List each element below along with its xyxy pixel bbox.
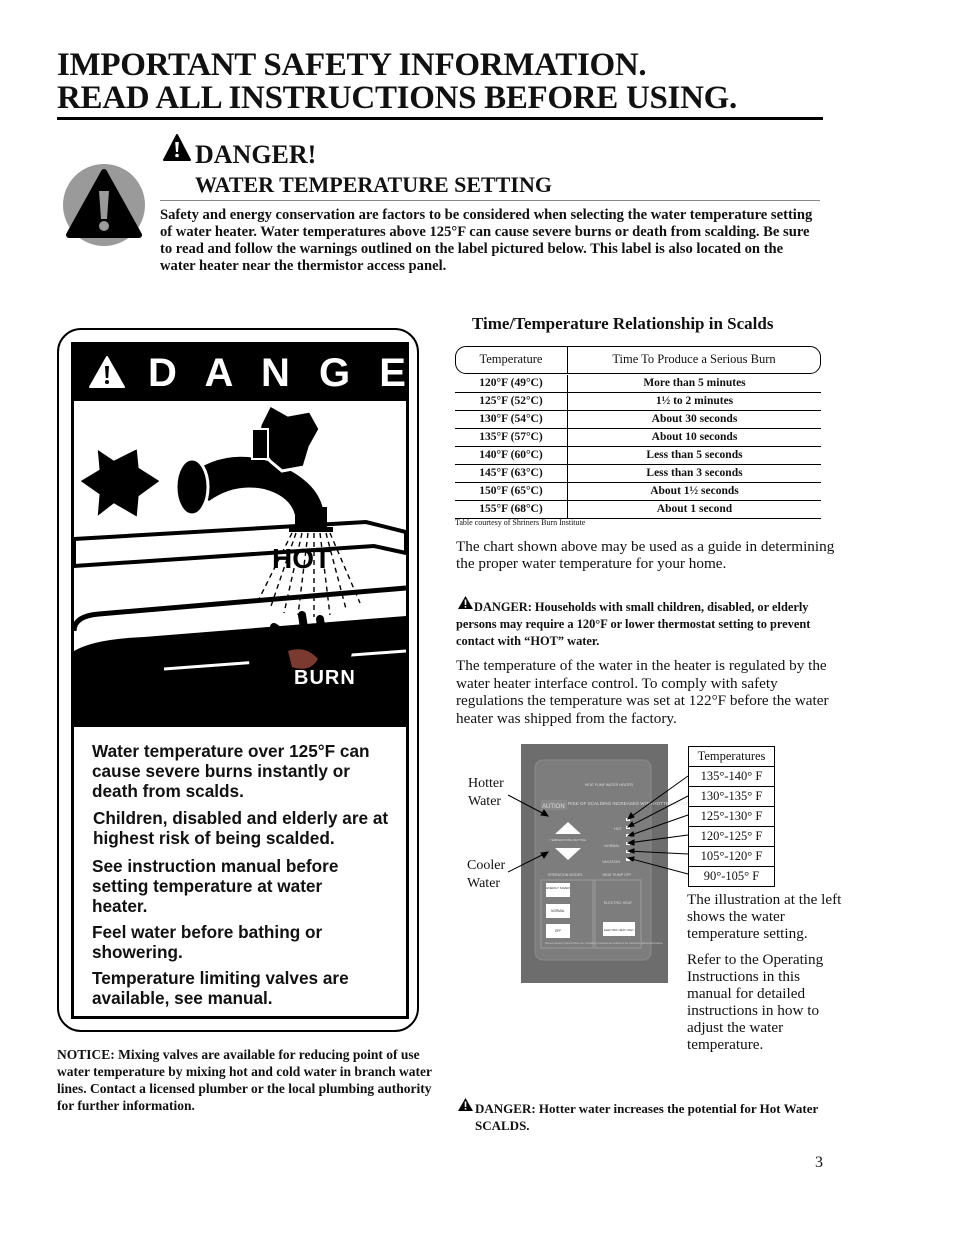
burn-label: BURN <box>294 667 356 689</box>
warning-circle-icon <box>62 163 146 247</box>
burn-time-cell: About 30 seconds <box>651 413 738 425</box>
temperatures-header: Temperatures <box>688 746 775 767</box>
setting-label: TEMPERATURE SETTING <box>549 838 587 842</box>
temperature-cell: 120°F (49°C) <box>455 375 568 392</box>
electric-heat-label: ELECTRIC HEAT <box>603 901 633 905</box>
label-warning-text: Feel water before bathing or showering. <box>92 922 323 962</box>
level-label: VACATION <box>602 860 620 864</box>
temperature-cell: 135°F (57°C) <box>455 429 568 446</box>
temperature-cell: 125°F (52°C) <box>455 393 568 410</box>
section-subtitle: WATER TEMPERATURE SETTING <box>195 172 552 197</box>
burn-time-cell: Less than 3 seconds <box>646 467 743 479</box>
column-header-temperature: Temperature <box>479 352 543 366</box>
regulation-paragraph: The temperature of the water in the heater is regulated by the water heater interface control. To comply with safety regulations the temperature was set at 122°F before the water heater was shipped from the factory. <box>456 657 829 727</box>
column-header-time: Time To Produce a Serious Burn <box>612 352 776 366</box>
danger-title: DANGER! <box>195 140 317 169</box>
temperature-range: 135°-140° F <box>688 767 775 787</box>
burn-time-cell: More than 5 minutes <box>643 377 746 389</box>
temperature-cell: 130°F (54°C) <box>455 411 568 428</box>
label-warning-text: See instruction manual before setting temperature at water heater. <box>92 856 339 916</box>
table-row <box>455 483 821 501</box>
heat-pump-off-label: HEAT PUMP OFF <box>602 873 632 877</box>
warning-triangle-icon <box>162 133 192 163</box>
scald-table-title: Time/Temperature Relationship in Scalds <box>472 314 774 333</box>
mode-button-energy-saver: ENERGY SAVER <box>546 886 570 890</box>
burn-time-cell: Less than 5 seconds <box>646 449 743 461</box>
temperature-cell: 145°F (63°C) <box>455 465 568 482</box>
subtitle-rule <box>160 200 820 201</box>
electric-heat-only-button: ELECTRIC HEAT ONLY <box>604 928 634 932</box>
temperature-range: 120°-125° F <box>688 827 775 847</box>
danger-hotter-note: DANGER: Hotter water increases the potential for Hot Water SCALDS. <box>475 1101 818 1133</box>
table-row <box>455 393 821 411</box>
temperature-cell: 150°F (65°C) <box>455 483 568 500</box>
table-row <box>455 411 821 429</box>
level-label: NORMAL <box>604 844 620 848</box>
scald-table-body <box>455 375 821 519</box>
temperature-range: 105°-120° F <box>688 847 775 867</box>
label-warning-text: Temperature limiting valves are available, see manual. <box>92 968 349 1008</box>
table-row <box>455 465 821 483</box>
operation-modes-label: OPERATION MODES <box>547 873 583 877</box>
heading-rule <box>57 117 823 120</box>
temperature-range: 125°-130° F <box>688 807 775 827</box>
callout-arrows <box>500 760 700 900</box>
temperature-range: 90°-105° F <box>688 867 775 887</box>
danger-households-note: DANGER: Households with small children, disabled, or elderly persons may require a 120°F or lower thermostat setting to prevent contact with “HOT” water. <box>456 600 811 648</box>
page-heading-line-2: READ ALL INSTRUCTIONS BEFORE USING. <box>57 80 737 116</box>
refer-paragraph: Refer to the Operating Instructions in this manual for detailed instructions in how to adjust the water temperature. <box>687 951 824 1053</box>
illustration-paragraph: The illustration at the left shows the water temperature setting. <box>687 891 842 942</box>
temperature-range: 130°-135° F <box>688 787 775 807</box>
warning-triangle-icon <box>88 355 126 389</box>
warning-triangle-icon <box>457 1097 474 1112</box>
temperature-cell: 140°F (60°C) <box>455 447 568 464</box>
caution-message: RISK OF SCALDING INCREASES WITH HOTTER WATER <box>568 801 690 806</box>
panel-title: HEAT PUMP WATER HEATER <box>584 783 634 787</box>
table-row <box>455 375 821 393</box>
label-warning-text: Water temperature over 125°F can cause severe burns instantly or death from scalds. <box>92 741 370 801</box>
table-row <box>455 429 821 447</box>
chart-guide-paragraph: The chart shown above may be used as a guide in determining the proper water temperature for your home. <box>456 538 835 572</box>
caution-text: AUTION <box>542 804 565 810</box>
cooler-water-label: Cooler Water <box>467 858 506 891</box>
table-row <box>455 501 821 519</box>
table-row <box>455 447 821 465</box>
burn-time-cell: About 1 second <box>656 503 733 515</box>
panel-footer-text: Review operating manual before use. Operating procedures are outlined in the manual for optimal performance. <box>545 942 664 945</box>
scalding-faucet-illustration <box>74 401 406 727</box>
burn-time-cell: About 1½ seconds <box>650 485 739 497</box>
intro-paragraph: Safety and energy conservation are factors to be considered when selecting the water temperature setting of water heater. Water temperatures above 125°F can cause severe burns or death from scalding. Be sure to read and follow the warnings outlined on the label pictured below. This label is also located on the water heater near the thermistor access panel. <box>160 207 813 274</box>
temperatures-list <box>688 746 775 887</box>
mode-button-normal: NORMAL <box>551 909 565 913</box>
notice-paragraph: NOTICE: Mixing valves are available for reducing point of use water temperature by mixing hot and cold water in branch water lines. Contact a licensed plumber or the local plumbing authority for further information. <box>57 1047 432 1113</box>
hot-label: HOT <box>272 543 332 574</box>
burn-time-cell: 1½ to 2 minutes <box>655 395 734 407</box>
mode-button-off: OFF <box>554 929 562 933</box>
temperature-cell: 155°F (68°C) <box>455 501 568 518</box>
level-label: HOT <box>614 827 622 831</box>
label-warning-text: Children, disabled and elderly are at highest risk of being scalded. <box>93 808 389 848</box>
burn-time-cell: About 10 seconds <box>651 431 738 443</box>
page-heading-line-1: IMPORTANT SAFETY INFORMATION. <box>57 47 647 83</box>
table-credit: Table courtesy of Shriners Burn Institute <box>455 518 586 527</box>
danger-banner-text: D A N G E R <box>148 351 473 395</box>
page-number: 3 <box>815 1154 823 1171</box>
hotter-water-label: Hotter Water <box>468 776 504 809</box>
